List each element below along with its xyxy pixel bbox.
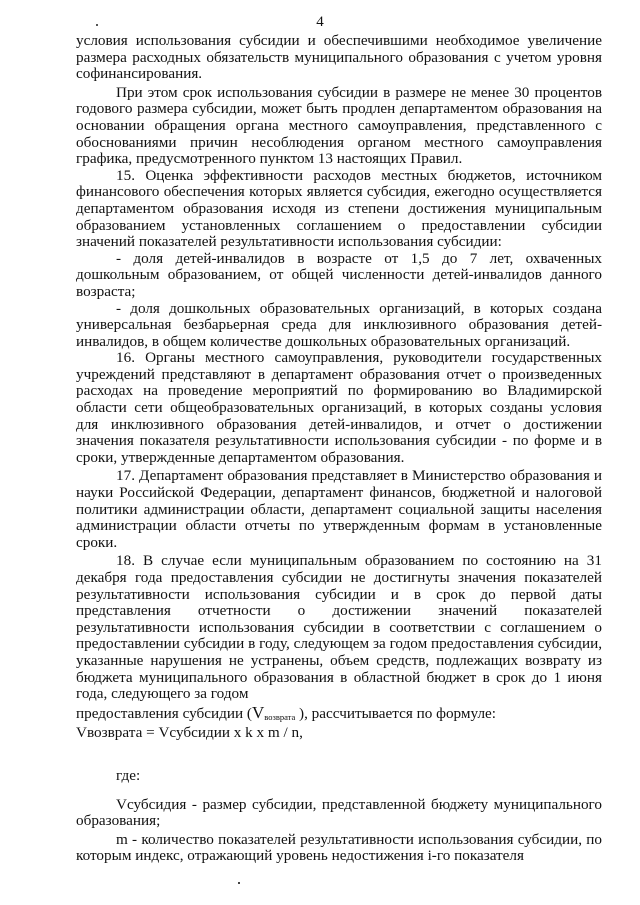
definition-v-subsidy: Vсубсидия - размер субсидии, представленной бюджету муниципального образования; <box>76 795 602 830</box>
paragraph-16: 16. Органы местного самоуправления, руководители государственных учреждений представляют в департамент образования отчет о произведенных расходах на проведение мероприятий по формированию во Владимирской области сети общеобразовательных организаций, в которых созданы условия для инклюзивного образования детей-инвалидов, и отчет о достижении значения показателя результативности использования субсидии - по форме и в сроки, утвержденные департаментом образования. <box>76 349 602 466</box>
formula-intro-tail: ), рассчитывается по формуле: <box>299 704 496 722</box>
paragraph-continuation: условия использования субсидии и обеспечившими необходимое увеличение размера расходных обязательств муниципального образования с учетом уровня софинансирования. <box>76 32 602 83</box>
scan-dot <box>238 882 240 884</box>
formula: Vвозврата = Vсубсидии x k x m / n, <box>76 724 303 742</box>
formula-intro <box>76 702 602 726</box>
paragraph-extension: При этом срок использования субсидии в размере не менее 30 процентов годового размера субсидии, может быть продлен департаментом образования на основании обращения органа местного самоуправления, представленного с обоснованиями причин несоблюдения органом местного самоуправления графика, предусмотренного пунктом 13 настоящих Правил. <box>76 83 602 168</box>
paragraph-15: 15. Оценка эффективности расходов местных бюджетов, источником финансового обеспечения которых является субсидия, ежегодно осуществляется департаментом образования исходя из степени достижения муниципальным образованием установленных соглашением о предоставлении субсидии значений показателей результативности использования субсидии: <box>76 166 602 251</box>
definition-m: m - количество показателей результативности использования субсидии, по которым индекс, отражающий уровень недостижения i-го показателя <box>76 830 602 865</box>
list-item-indicator-1: - доля детей-инвалидов в возрасте от 1,5 до 7 лет, охваченных дошкольным образованием, от общей численности детей-инвалидов данного возраста; <box>76 249 602 300</box>
paragraph-17: 17. Департамент образования представляет в Министерство образования и науки Российской Федерации, департамент финансов, бюджетной и налоговой политики администрации области, департамент социальной защиты населения администрации области отчеты по утвержденным формам в установленные сроки. <box>76 467 602 551</box>
where-label: где: <box>116 766 141 784</box>
page-number: 4 <box>316 14 324 30</box>
v-symbol: V <box>251 702 265 722</box>
list-item-indicator-2: - доля дошкольных образовательных организаций, в которых создана универсальная безбарьерная среда для инклюзивного образования детей-инвалидов, в общем количестве дошкольных образовательных организаций. <box>76 299 602 350</box>
document-body <box>76 33 602 865</box>
formula-intro-text: предоставления субсидии ( <box>76 704 252 722</box>
paragraph-18: 18. В случае если муниципальным образованием по состоянию на 31 декабря года предоставления субсидии не достигнуты значения показателей результативности использования субсидии и в срок до первой даты представления отчетности о достижении значений показателей результативности использования субсидии в соответствии с соглашением о предоставлении субсидии в году, следующем за годом предоставления субсидии, указанные нарушения не устранены, объем средств, подлежащих возврату из бюджета муниципального образования в областной бюджет в срок до 1 июня года, следующего за годом <box>76 552 602 703</box>
v-subscript: возврата <box>264 711 296 722</box>
